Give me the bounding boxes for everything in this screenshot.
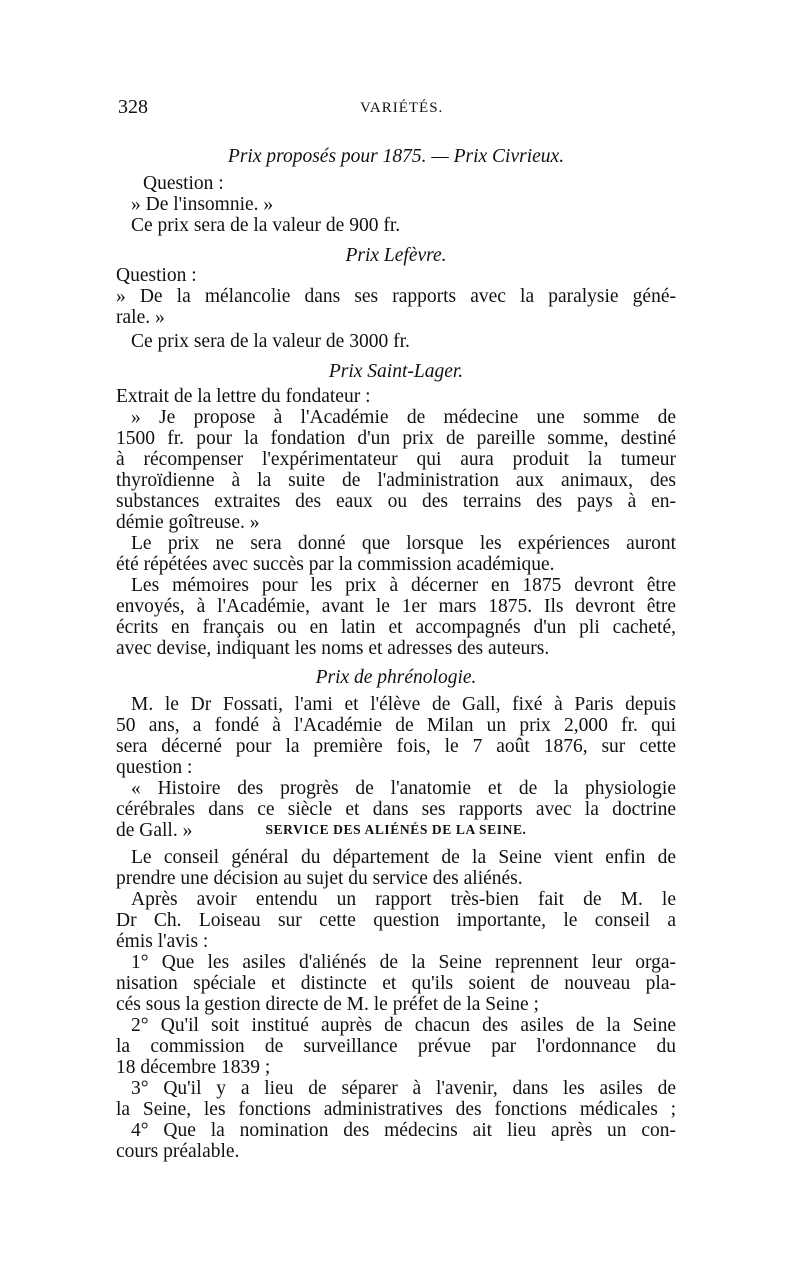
question-text: » De l'insomnie. » <box>131 194 274 215</box>
paragraph-line: substances extraites des eaux ou des terrains des pays à en- <box>116 491 676 512</box>
paragraph-line: Le prix ne sera donné que lorsque les expériences auront <box>131 533 676 554</box>
section-heading-lefevre: Prix Lefèvre. <box>345 245 447 266</box>
prize-value: Ce prix sera de la valeur de 3000 fr. <box>131 331 410 352</box>
prize-value: Ce prix sera de la valeur de 900 fr. <box>131 215 401 236</box>
paragraph-line: nisation spéciale et distincte et qu'ils soient de nouveau pla- <box>116 973 676 994</box>
paragraph-line: question : <box>116 757 193 778</box>
paragraph-line: 4° Que la nomination des médecins ait lieu après un con- <box>131 1120 676 1141</box>
section-heading-civrieux: Prix proposés pour 1875. — Prix Civrieux. <box>227 146 565 167</box>
paragraph-line: cérébrales dans ce siècle et dans ses rapports avec la doctrine <box>116 799 676 820</box>
page-number: 328 <box>118 96 148 118</box>
paragraph-line: M. le Dr Fossati, l'ami et l'élève de Gall, fixé à Paris depuis <box>131 694 676 715</box>
paragraph-line: cés sous la gestion directe de M. le préfet de la Seine ; <box>116 994 539 1015</box>
paragraph-line: 3° Qu'il y a lieu de séparer à l'avenir, dans les asiles de <box>131 1078 676 1099</box>
paragraph-line: de Gall. » <box>116 820 193 841</box>
paragraph-line: été répétées avec succès par la commission académique. <box>116 554 555 575</box>
paragraph-line: la Seine, les fonctions administratives des fonctions médicales ; <box>116 1099 676 1120</box>
question-text-line: » De la mélancolie dans ses rapports avec la paralysie géné- <box>116 286 676 307</box>
paragraph-line: envoyés, à l'Académie, avant le 1er mars 1875. Ils devront être <box>116 596 676 617</box>
paragraph-line: prendre une décision au sujet du service des aliénés. <box>116 868 523 889</box>
paragraph-line: 50 ans, a fondé à l'Académie de Milan un prix 2,000 fr. qui <box>116 715 676 736</box>
paragraph-line: Extrait de la lettre du fondateur : <box>116 386 371 407</box>
section-heading-phrenologie: Prix de phrénologie. <box>315 667 477 688</box>
paragraph-line: émis l'avis : <box>116 931 209 952</box>
paragraph-line: la commission de surveillance prévue par l'ordonnance du <box>116 1036 676 1057</box>
paragraph-line: 1500 fr. pour la fondation d'un prix de pareille somme, destiné <box>116 428 676 449</box>
paragraph-line: Dr Ch. Loiseau sur cette question importante, le conseil a <box>116 910 676 931</box>
paragraph-line: démie goîtreuse. » <box>116 512 260 533</box>
question-label: Question : <box>143 173 224 194</box>
paragraph-line: » Je propose à l'Académie de médecine une somme de <box>131 407 676 428</box>
paragraph-line: cours préalable. <box>116 1141 240 1162</box>
paragraph-line: « Histoire des progrès de l'anatomie et de la physiologie <box>131 778 676 799</box>
running-head <box>118 96 678 120</box>
paragraph-line: Les mémoires pour les prix à décerner en 1875 devront être <box>131 575 676 596</box>
question-label: Question : <box>116 265 197 286</box>
paragraph-line: thyroïdienne à la suite de l'administration aux animaux, des <box>116 470 676 491</box>
paragraph-line: Le conseil général du département de la Seine vient enfin de <box>131 847 676 868</box>
section-heading-alienes <box>116 821 676 839</box>
paragraph-line: 2° Qu'il soit institué auprès de chacun des asiles de la Seine <box>131 1015 676 1036</box>
section-heading-saint-lager: Prix Saint-Lager. <box>328 361 464 382</box>
running-title: VARIÉTÉS. <box>360 100 444 116</box>
paragraph-line: avec devise, indiquant les noms et adresses des auteurs. <box>116 638 550 659</box>
paragraph-line: écrits en français ou en latin et accompagnés d'un pli cacheté, <box>116 617 676 638</box>
paragraph-line: 18 décembre 1839 ; <box>116 1057 271 1078</box>
paragraph-line: Après avoir entendu un rapport très-bien fait de M. le <box>131 889 676 910</box>
paragraph-line: à récompenser l'expérimentateur qui aura produit la tumeur <box>116 449 676 470</box>
section-heading-text: SERVICE DES ALIÉNÉS DE LA SEINE. <box>265 822 527 837</box>
question-text-line: rale. » <box>116 307 165 328</box>
paragraph-line: sera décerné pour la première fois, le 7 août 1876, sur cette <box>116 736 676 757</box>
paragraph-line: 1° Que les asiles d'aliénés de la Seine reprennent leur orga- <box>131 952 676 973</box>
